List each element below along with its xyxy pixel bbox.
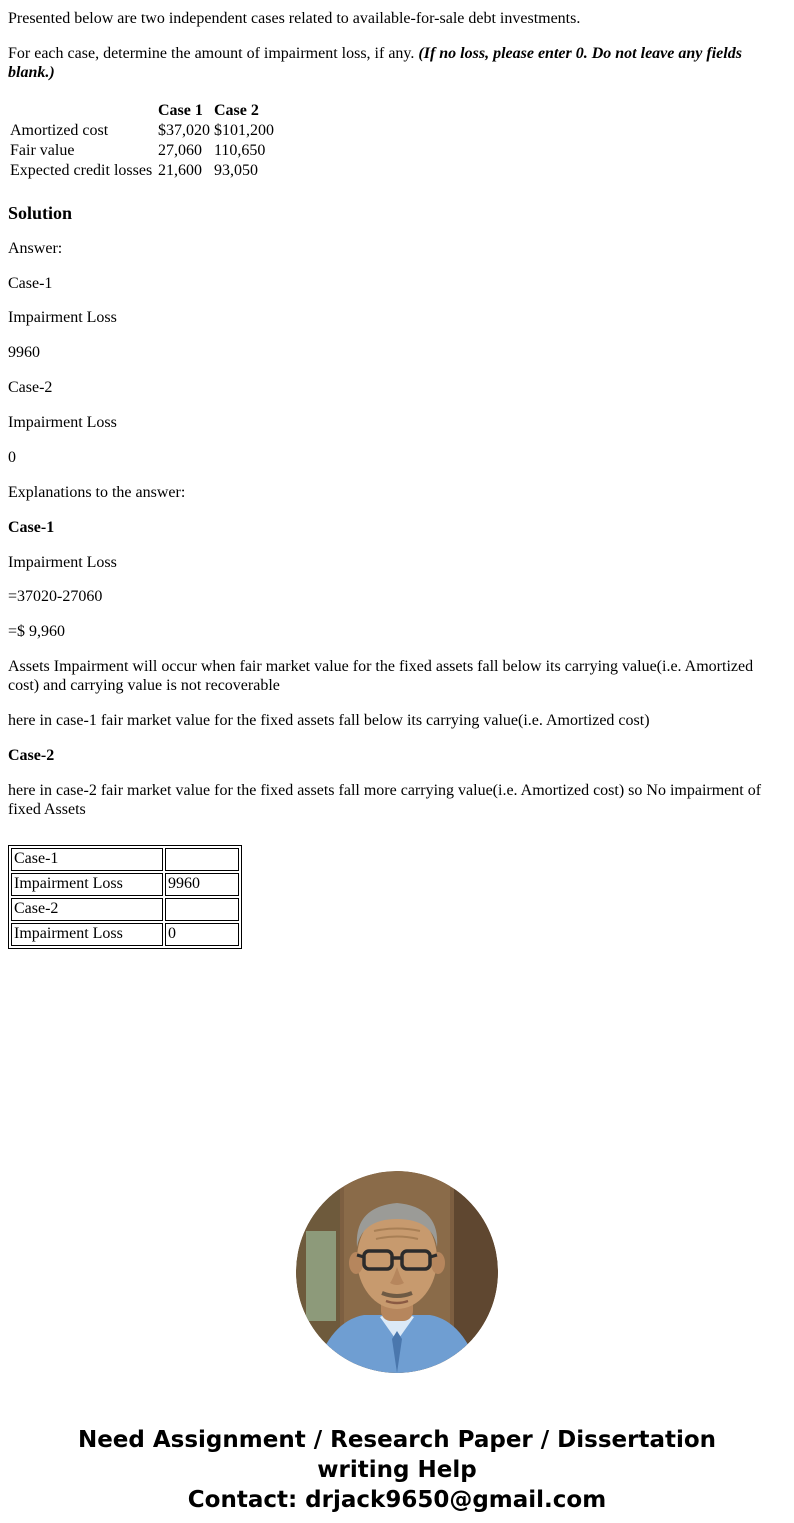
explanation-paragraph-2: here in case-1 fair market value for the fixed assets fall below its carrying value(i.e. Amortized cost) — [8, 711, 650, 729]
answer-case1-value: 9960 — [8, 344, 40, 362]
table-row — [11, 923, 239, 946]
row-label: Amortized cost — [10, 121, 109, 139]
result-row-value — [165, 848, 239, 871]
explanation-case2-heading — [8, 747, 786, 766]
answer-label: Answer: — [8, 239, 63, 257]
tutor-portrait-illustration — [296, 1171, 498, 1373]
answer-case1-impairment-label: Impairment Loss — [8, 309, 117, 327]
instruction-emphasis: (If no loss, please enter 0. Do not leave any fields blank.) — [8, 44, 742, 81]
row-case2-value: $101,200 — [214, 121, 274, 139]
cases-table-header-case2: Case 2 — [214, 101, 259, 119]
explanation-paragraph-1: Assets Impairment will occur when fair market value for the fixed assets fall below its carrying value(i.e. Amortized cost) and carrying value is not recoverable — [8, 658, 754, 694]
answer-case1-label: Case-1 — [8, 274, 53, 292]
explanation-impairment-label: Impairment Loss — [8, 553, 117, 571]
cases-table-corner-cell — [8, 101, 156, 121]
tutor-avatar — [296, 1171, 498, 1373]
row-label: Expected credit losses — [10, 161, 153, 179]
row-case2-value: 93,050 — [214, 161, 258, 179]
intro-paragraph: Presented below are two independent cases related to available-for-sale debt investments. — [8, 10, 581, 27]
cases-table-header-case1: Case 1 — [158, 101, 203, 119]
instruction-text: For each case, determine the amount of impairment loss, if any. — [8, 44, 419, 62]
result-row-label: Case-1 — [11, 848, 163, 871]
instruction-paragraph — [8, 45, 786, 83]
footer-line-2: writing Help — [317, 1456, 477, 1483]
footer-line-1: Need Assignment / Research Paper / Dissertation — [77, 1426, 717, 1453]
calculation-line-1: =37020-27060 — [8, 588, 103, 606]
case2-heading-text: Case-2 — [8, 746, 55, 764]
result-row-value — [165, 898, 239, 921]
table-row — [11, 848, 239, 871]
row-case1-value: 21,600 — [158, 161, 202, 179]
result-row-label: Impairment Loss — [11, 873, 163, 896]
table-row — [11, 898, 239, 921]
calculation-line-2: =$ 9,960 — [8, 623, 66, 641]
row-label: Fair value — [10, 141, 75, 159]
row-case2-value: 110,650 — [214, 141, 266, 159]
answer-case2-label: Case-2 — [8, 379, 53, 397]
table-row — [11, 873, 239, 896]
result-row-label: Impairment Loss — [11, 923, 163, 946]
explanation-paragraph-3: here in case-2 fair market value for the fixed assets fall more carrying value(i.e. Amortized cost) so No impairment of fixed Assets — [8, 781, 762, 818]
table-row — [8, 121, 278, 141]
footer-contact-email: Contact: drjack9650@gmail.com — [187, 1486, 607, 1513]
cases-table-header-row — [8, 101, 278, 121]
row-case1-value: 27,060 — [158, 141, 202, 159]
case1-heading-text: Case-1 — [8, 518, 55, 536]
result-row-label: Case-2 — [11, 898, 163, 921]
row-case1-value: $37,020 — [158, 121, 210, 139]
result-table — [8, 845, 242, 948]
footer-banner — [8, 1425, 786, 1515]
explanations-label: Explanations to the answer: — [8, 483, 186, 501]
result-row-value: 0 — [165, 923, 239, 946]
explanation-case1-heading — [8, 519, 786, 538]
table-row — [8, 141, 278, 161]
answer-case2-impairment-label: Impairment Loss — [8, 414, 117, 431]
table-row — [8, 161, 278, 181]
solution-heading: Solution — [8, 202, 73, 223]
answer-case2-value: 0 — [8, 448, 16, 466]
cases-table — [8, 101, 278, 181]
result-row-value: 9960 — [165, 873, 239, 896]
